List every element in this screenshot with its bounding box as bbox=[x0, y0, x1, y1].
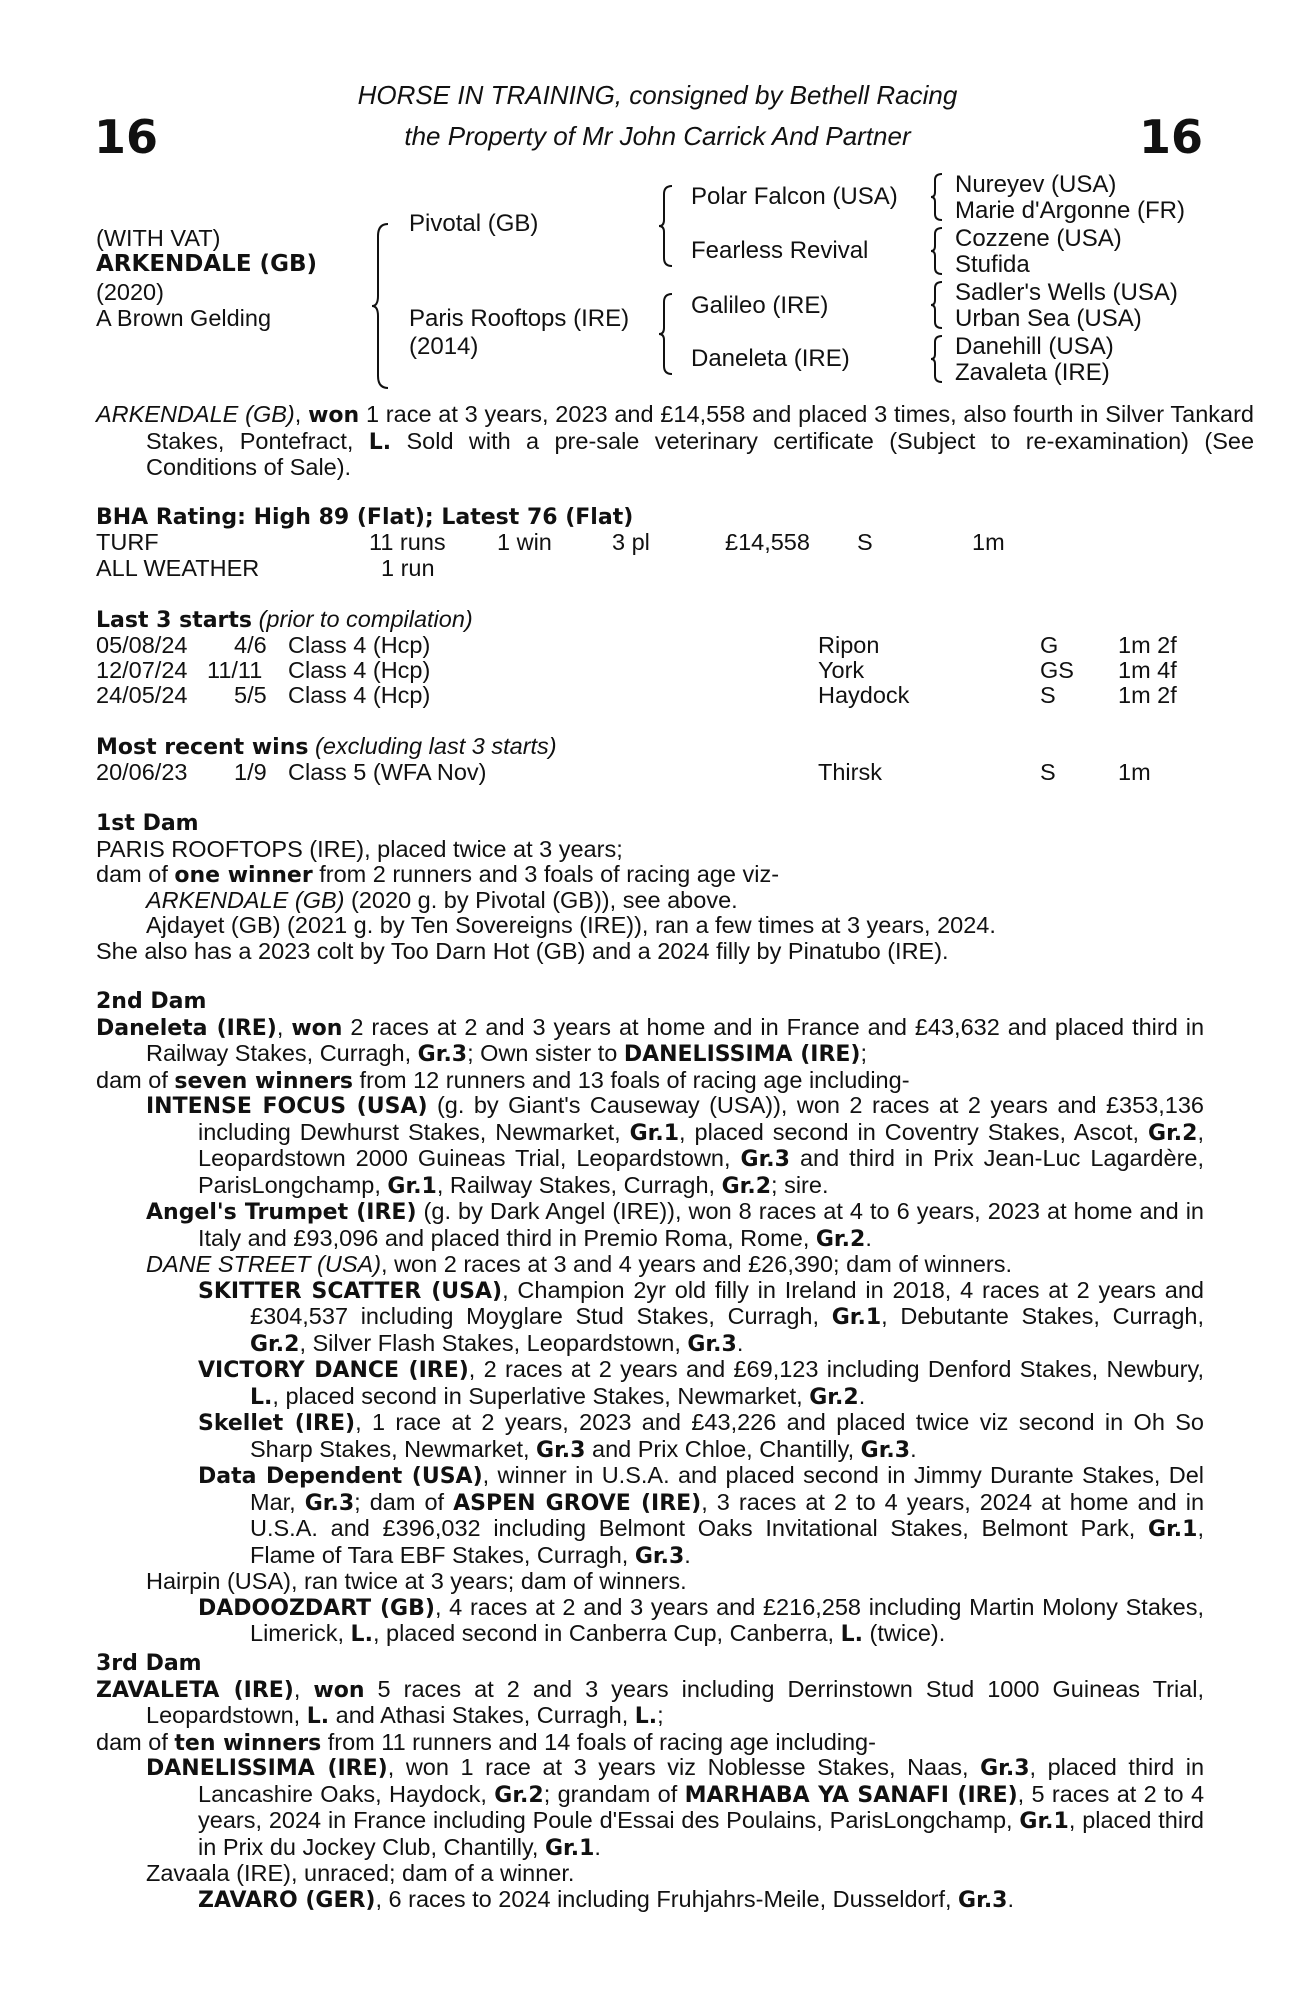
bha-rating-heading: BHA Rating: High 89 (Flat); Latest 76 (Flat) bbox=[96, 505, 634, 530]
pedigree-brace-g3-2 bbox=[930, 226, 946, 276]
third-dam-produce-line: dam of ten winners from 11 runners and 14 foals of racing age including- bbox=[96, 1728, 876, 1756]
summary-horse-name: ARKENDALE (GB) bbox=[96, 401, 295, 427]
first-dam-foal-1: ARKENDALE (GB) (2020 g. by Pivotal (GB)), see above. bbox=[146, 886, 738, 913]
second-dam-section bbox=[96, 989, 1204, 1648]
pedigree-brace-g3-3 bbox=[930, 280, 946, 330]
produce-danelissima: DANELISSIMA (IRE), won 1 race at 3 years viz Noblesse Stakes, Naas, Gr.3, placed third in Lancashire Oaks, Haydock, Gr.2; grandam of MARHABA YA SANAFI (IRE), 5 races at 2 to 4 years, 2024 in France including Poule d'Essai des Poulains, ParisLongchamp, Gr.1, placed third in Prix du Jockey Club, Chantilly, Gr.1. bbox=[146, 1754, 1205, 1861]
horse-year: (2020) bbox=[96, 279, 164, 305]
start-course: York bbox=[818, 657, 865, 683]
horse-name: ARKENDALE (GB) bbox=[96, 251, 317, 277]
pedigree-sire: Pivotal (GB) bbox=[409, 210, 539, 237]
first-dam-line: PARIS ROOFTOPS (IRE), placed twice at 3 years; bbox=[96, 835, 623, 862]
second-dam-produce-line: dam of seven winners from 12 runners and 13 foals of racing age including- bbox=[96, 1066, 910, 1094]
start-position: 4/6 bbox=[234, 632, 267, 658]
start-race: Class 4 (Hcp) bbox=[288, 657, 431, 683]
produce-angels-trumpet: Angel's Trumpet (IRE) (g. by Dark Angel (IRE)), won 8 races at 4 to 6 years, 2023 at home and in Italy and £93,096 and placed third in Premio Roma, Rome, Gr.2. bbox=[146, 1198, 1204, 1252]
third-dam-heading: 3rd Dam bbox=[96, 1651, 202, 1676]
bha-going: S bbox=[857, 529, 873, 555]
summary-listed: L. bbox=[368, 429, 392, 455]
first-dam-produce-line: dam of one winner from 2 runners and 3 foals of racing age viz- bbox=[96, 861, 780, 888]
pedigree-brace-g3-4 bbox=[930, 334, 946, 384]
pedigree-brace-gen1 bbox=[370, 222, 392, 390]
pedigree-brace-dam bbox=[658, 292, 676, 376]
pedigree-g3-2: Marie d'Argonne (FR) bbox=[955, 197, 1185, 224]
win-race: Class 5 (WFA Nov) bbox=[288, 759, 487, 785]
first-dam-heading: 1st Dam bbox=[96, 811, 199, 836]
third-dam-section bbox=[96, 1651, 1204, 1913]
bha-wins: 1 win bbox=[497, 529, 552, 555]
start-date: 12/07/24 bbox=[96, 657, 188, 683]
produce-skellet: Skellet (IRE), 1 race at 2 years, 2023 and £43,226 and placed twice viz second in Oh So Sharp Stakes, Newmarket, Gr.3 and Prix Chloe, Chantilly, Gr.3. bbox=[198, 1409, 1204, 1463]
horse-description: A Brown Gelding bbox=[96, 305, 272, 331]
last-3-starts-heading: Last 3 starts (prior to compilation) bbox=[96, 606, 473, 633]
start-race: Class 4 (Hcp) bbox=[288, 682, 431, 708]
first-dam-section bbox=[96, 811, 1204, 964]
pedigree-dam-year: (2014) bbox=[409, 333, 479, 360]
first-dam-young-stock: She also has a 2023 colt by Too Darn Hot (GB) and a 2024 filly by Pinatubo (IRE). bbox=[96, 937, 949, 964]
pedigree-sire-dam: Fearless Revival bbox=[691, 237, 869, 264]
pedigree-dam: Paris Rooftops (IRE) bbox=[409, 305, 630, 332]
bha-surface: ALL WEATHER bbox=[96, 555, 260, 581]
start-position: 11/11 bbox=[207, 657, 263, 683]
win-date: 20/06/23 bbox=[96, 759, 188, 785]
pedigree-g3-5: Sadler's Wells (USA) bbox=[955, 279, 1178, 306]
start-going: S bbox=[1040, 682, 1056, 708]
produce-zavaala: Zavaala (IRE), unraced; dam of a winner. bbox=[146, 1860, 575, 1886]
start-race: Class 4 (Hcp) bbox=[288, 632, 431, 658]
produce-skitter-scatter: SKITTER SCATTER (USA), Champion 2yr old filly in Ireland in 2018, 4 races at 2 years and £304,537 including Moyglare Stud Stakes, Curragh, Gr.1, Debutante Stakes, Curragh, Gr.2, Silver Flash Stakes, Leopardstown, Gr.3. bbox=[198, 1276, 1204, 1357]
summary-won: won bbox=[308, 403, 360, 428]
produce-victory-dance: VICTORY DANCE (IRE), 2 races at 2 years and £69,123 including Denford Stakes, Newbury, L., placed second in Superlative Stakes, Newmarket, Gr.2. bbox=[198, 1356, 1204, 1410]
pedigree-g3-4: Stufida bbox=[955, 251, 1030, 278]
bha-prize: £14,558 bbox=[725, 529, 810, 555]
pedigree-g3-3: Cozzene (USA) bbox=[955, 225, 1122, 252]
win-course: Thirsk bbox=[818, 759, 882, 785]
produce-dane-street: DANE STREET (USA), won 2 races at 3 and 4 years and £26,390; dam of winners. bbox=[146, 1251, 1012, 1277]
property-line: the Property of Mr John Carrick And Partner bbox=[404, 121, 911, 151]
pedigree-g3-1: Nureyev (USA) bbox=[955, 171, 1117, 198]
win-distance: 1m bbox=[1118, 759, 1151, 785]
recent-wins-heading: Most recent wins (excluding last 3 starts) bbox=[96, 733, 557, 760]
pedigree-dam-dam: Daneleta (IRE) bbox=[691, 345, 850, 372]
second-dam-heading: 2nd Dam bbox=[96, 989, 207, 1014]
bha-runs: 1 run bbox=[381, 555, 435, 581]
summary-text-1: 1 race at 3 years, 2023 and £14,558 and placed 3 times, also fourth in bbox=[359, 401, 1099, 427]
produce-zavaro: ZAVARO (GER), 6 races to 2024 including Fruhjahrs-Meile, Dusseldorf, Gr.3. bbox=[198, 1885, 1015, 1913]
vat-note: (WITH VAT) bbox=[96, 225, 221, 251]
pedigree-g3-8: Zavaleta (IRE) bbox=[955, 359, 1110, 386]
lot-number-right: 16 bbox=[1138, 110, 1203, 164]
start-position: 5/5 bbox=[234, 682, 267, 708]
pedigree-g3-6: Urban Sea (USA) bbox=[955, 305, 1142, 332]
start-going: GS bbox=[1040, 657, 1074, 683]
bha-placed: 3 pl bbox=[612, 529, 650, 555]
summary-text-3: Sold with a pre-sale veterinary certificate (Subject to re- bbox=[391, 427, 1055, 454]
start-going: G bbox=[1040, 632, 1059, 658]
race-summary: ARKENDALE (GB), won 1 race at 3 years, 2023 and £14,558 and placed 3 times, also fourth in Silver Tankard Stakes, Pontefract, L. Sold with a pre-sale veterinary certificate (Subject to re-examination) (See Conditions of Sale). bbox=[96, 401, 1255, 480]
win-position: 1/9 bbox=[234, 759, 267, 785]
produce-data-dependent: Data Dependent (USA), winner in U.S.A. and placed second in Jimmy Durante Stakes, Del Mar, Gr.3; dam of ASPEN GROVE (IRE), 3 races at 2 to 4 years, 2024 at home and in U.S.A. and £396,032 including Belmont Oaks Invitational Stakes, Belmont Park, Gr.1, Flame of Tara EBF Stakes, Curragh, Gr.3. bbox=[198, 1462, 1205, 1569]
third-dam-record: ZAVALETA (IRE), won 5 races at 2 and 3 years including Derrinstown Stud 1000 Guineas Trial, Leopardstown, L. and Athasi Stakes, Curragh, L.; bbox=[96, 1675, 1205, 1729]
summary-text-4: examination) (See Conditions of Sale). bbox=[146, 427, 1255, 480]
consignment-line: HORSE IN TRAINING, consigned by Bethell Racing bbox=[357, 80, 958, 110]
bha-distance: 1m bbox=[972, 529, 1005, 555]
pedigree-g3-7: Danehill (USA) bbox=[955, 333, 1114, 360]
start-course: Ripon bbox=[818, 632, 880, 658]
pedigree-dam-sire: Galileo (IRE) bbox=[691, 292, 829, 319]
start-course: Haydock bbox=[818, 682, 910, 708]
pedigree-sire-sire: Polar Falcon (USA) bbox=[691, 183, 898, 210]
start-date: 24/05/24 bbox=[96, 682, 188, 708]
start-distance: 1m 2f bbox=[1118, 632, 1177, 658]
produce-hairpin: Hairpin (USA), ran twice at 3 years; dam of winners. bbox=[146, 1568, 687, 1594]
start-distance: 1m 2f bbox=[1118, 682, 1177, 708]
produce-intense-focus: INTENSE FOCUS (USA) (g. by Giant's Causeway (USA)), won 2 races at 2 years and £353,136 including Dewhurst Stakes, Newmarket, Gr.1, placed second in Coventry Stakes, Ascot, Gr.2, Leopardstown 2000 Guineas Trial, Leopardstown, Gr.3 and third in Prix Jean-Luc Lagardère, ParisLongchamp, Gr.1, Railway Stakes, Curragh, Gr.2; sire. bbox=[146, 1092, 1204, 1199]
bha-surface: TURF bbox=[96, 529, 159, 555]
start-date: 05/08/24 bbox=[96, 632, 188, 658]
pedigree-brace-g3-1 bbox=[930, 172, 946, 222]
bha-runs: 11 runs bbox=[369, 529, 446, 555]
produce-dadoozdart: DADOOZDART (GB), 4 races at 2 and 3 years and £216,258 including Martin Molony Stakes, Limerick, L., placed second in Canberra Cup, Canberra, L. (twice). bbox=[198, 1593, 1205, 1647]
win-going: S bbox=[1040, 759, 1056, 785]
start-distance: 1m 4f bbox=[1118, 657, 1177, 683]
lot-number-left: 16 bbox=[94, 110, 159, 164]
second-dam-record: Daneleta (IRE), won 2 races at 2 and 3 years at home and in France and £43,632 and placed third in Railway Stakes, Curragh, Gr.3; Own sister to DANELISSIMA (IRE); bbox=[96, 1013, 1205, 1067]
summary-text-2: Silver Tankard Stakes, Pontefract, bbox=[146, 401, 1255, 454]
first-dam-foal-2: Ajdayet (GB) (2021 g. by Ten Sovereigns (IRE)), ran a few times at 3 years, 2024. bbox=[146, 912, 996, 938]
pedigree-brace-sire bbox=[658, 184, 676, 268]
